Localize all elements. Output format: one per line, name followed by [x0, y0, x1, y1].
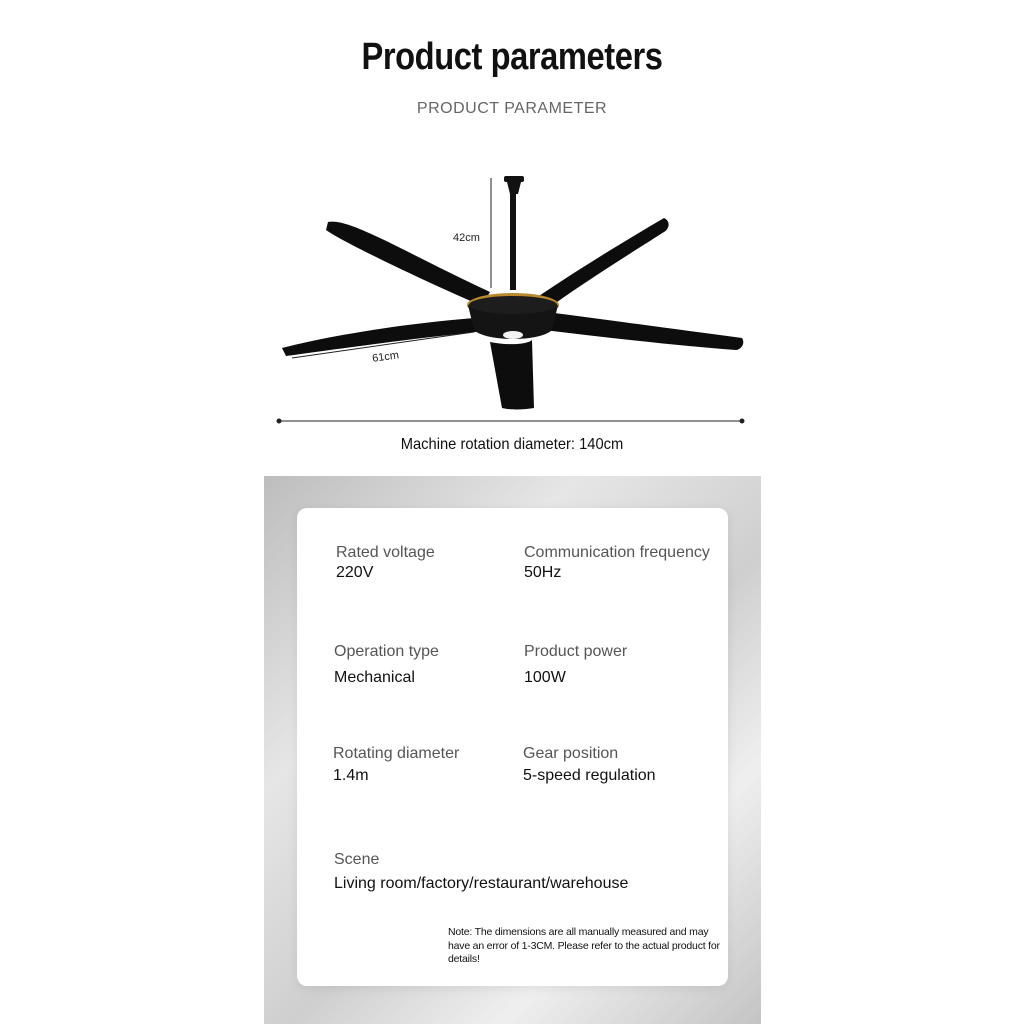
param-label: Rotating diameter: [333, 745, 460, 762]
param-label: Communication frequency: [524, 544, 710, 561]
downrod: [510, 194, 516, 290]
param-rated-voltage: [336, 544, 435, 582]
param-value: 100W: [524, 669, 566, 686]
param-scene: [334, 851, 628, 893]
param-operation-type: [334, 643, 439, 687]
blade-back-right: [536, 218, 669, 310]
page-title: Product parameters: [361, 36, 663, 78]
parameters-card: [297, 508, 728, 986]
param-value: 1.4m: [333, 767, 369, 784]
rod-height-label: 42cm: [453, 232, 480, 244]
param-label: Operation type: [334, 643, 439, 660]
param-product-power: [524, 643, 627, 687]
param-label: Rated voltage: [336, 544, 435, 561]
param-rotating-diameter: [333, 745, 459, 785]
blade-front-left: [282, 318, 476, 356]
param-communication-frequency: [524, 544, 710, 582]
page-subtitle: PRODUCT PARAMETER: [416, 100, 608, 117]
diameter-endpoint-left: [277, 419, 282, 424]
canopy-top: [504, 176, 524, 182]
dimensions-note: Note: The dimensions are all manually measured and may have an error of 1-3CM. Please refer to the actual product for details!: [448, 926, 720, 965]
blade-front-right: [544, 312, 743, 350]
param-value: Living room/factory/restaurant/warehouse: [334, 875, 629, 892]
param-value: 220V: [336, 564, 374, 581]
ceiling-fan-illustration: [260, 160, 760, 440]
param-label: Scene: [334, 851, 380, 868]
diameter-caption: Machine rotation diameter: 140cm: [400, 436, 624, 453]
diameter-endpoint-right: [740, 419, 745, 424]
param-value: Mechanical: [334, 669, 415, 686]
param-value: 50Hz: [524, 564, 562, 581]
param-label: Gear position: [523, 745, 619, 762]
param-label: Product power: [524, 643, 628, 660]
center-light: [503, 331, 523, 339]
blade-length-label: 61cm: [371, 349, 400, 365]
param-value: 5-speed regulation: [523, 767, 656, 784]
blade-front-center: [490, 340, 534, 410]
motor-top: [469, 296, 557, 314]
param-gear-position: [523, 745, 656, 785]
